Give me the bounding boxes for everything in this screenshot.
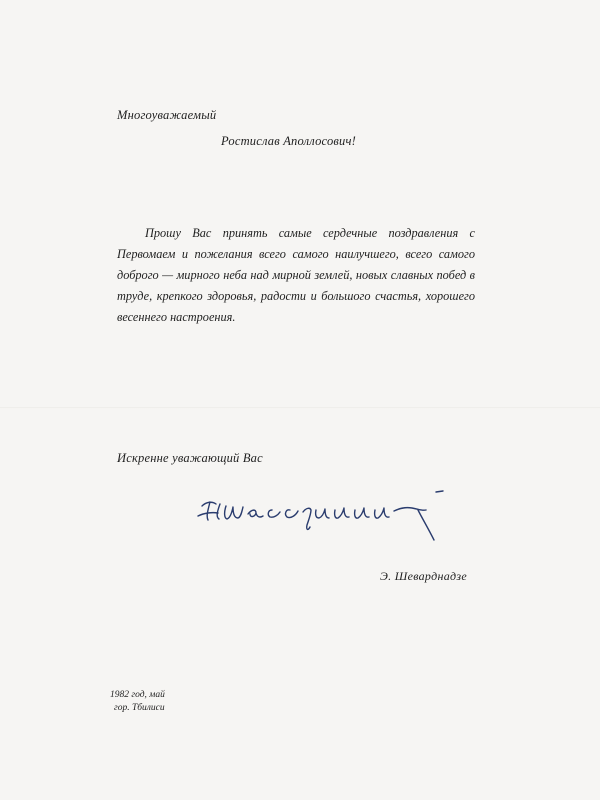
footer-date: 1982 год, май [110, 690, 165, 700]
salutation-line-2: Ростислав Аполлосович! [221, 134, 357, 148]
signer-name: Э. Шеварднадзе [380, 569, 467, 583]
letter-body: Прошу Вас принять самые сердечные поздравления с Первомаем и пожелания всего самого наилучшего, всего самого доброго — мирного неба над мирной землей, новых славных побед в труде, крепкого здоровья, радости и большого счастья, хорошего весеннего настроения. [117, 226, 475, 324]
closing-line: Искренне уважающий Вас [117, 451, 263, 465]
paper-fold-line [0, 407, 600, 409]
handwritten-signature-icon [190, 480, 480, 550]
footer-place: гор. Тбилиси [114, 703, 165, 713]
letter-footer [110, 689, 165, 715]
salutation-line-1: Многоуважаемый [117, 108, 217, 122]
